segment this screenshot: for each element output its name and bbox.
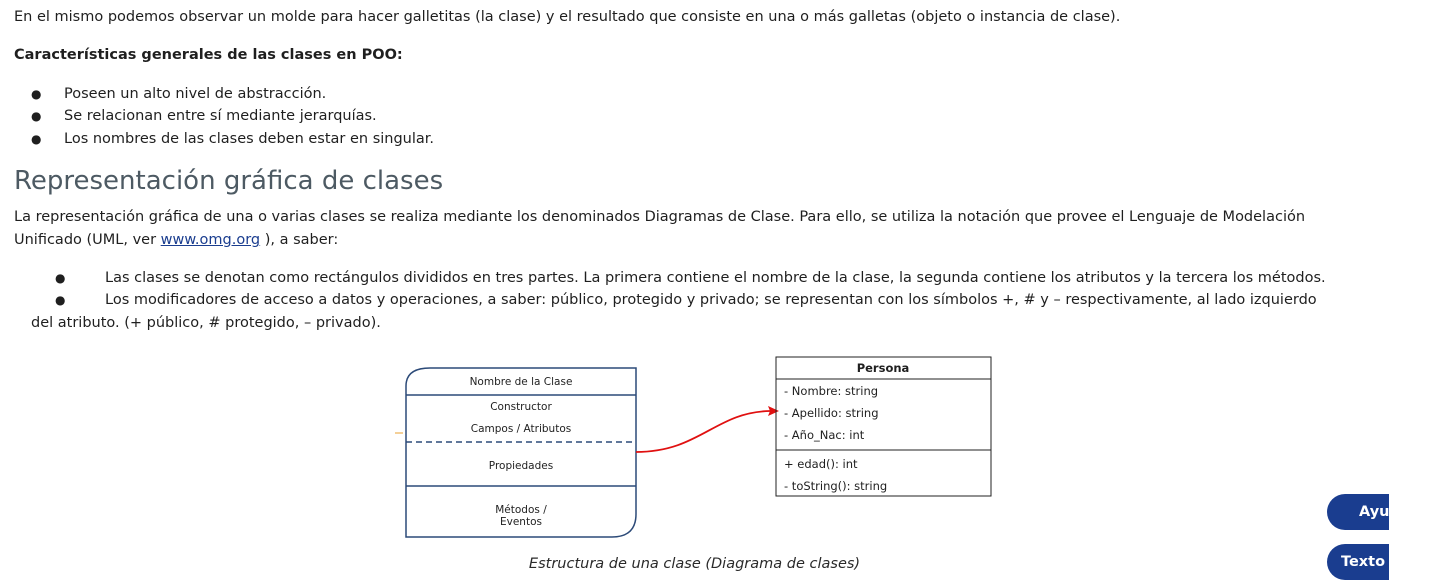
persona-class-box — [776, 357, 991, 496]
list-item: Los nombres de las clases deben estar en singular. — [64, 131, 435, 147]
section-paragraph-line1: La representación gráfica de una o varias clases se realiza mediante los denominados Diagramas de Clase. Para ello, se utiliza la notación que provee el Lenguaje de Modelación — [14, 209, 1306, 225]
generic-methods-line2: Eventos — [500, 516, 542, 528]
list-item: Las clases se denotan como rectángulos divididos en tres partes. La primera contiene el nombre de la clase, la segunda contiene los atributos y la tercera los métodos. — [105, 270, 1326, 286]
section-title: Representación gráfica de clases — [14, 166, 444, 196]
list-item: Poseen un alto nivel de abstracción. — [64, 86, 327, 102]
list-item: Los modificadores de acceso a datos y operaciones, a saber: público, protegido y privado; se representan con los símbolos +, # y – respectivamente, al lado izquierdo — [105, 292, 1317, 308]
text-to-speech-button[interactable]: Texto a voz — [1327, 544, 1389, 580]
list-item: Se relacionan entre sí mediante jerarquías. — [64, 108, 377, 124]
bullet-dot: ● — [31, 109, 42, 123]
help-button[interactable]: Ayuda — [1327, 494, 1389, 530]
persona-method: - toString(): string — [784, 479, 888, 493]
persona-method: + edad(): int — [784, 457, 858, 471]
para-text: Unificado (UML, ver — [14, 232, 161, 248]
generic-methods-line1: Métodos / — [495, 504, 547, 516]
intro-paragraph: En el mismo podemos observar un molde para hacer galletitas (la clase) y el resultado que consiste en una o más galletas (objeto o instancia de clase). — [14, 9, 1121, 25]
persona-attr: - Año_Nac: int — [784, 428, 865, 442]
bullet-dot: ● — [55, 271, 66, 285]
list-item-continuation: del atributo. (+ público, # protegido, – privado). — [31, 315, 381, 331]
persona-attr: - Nombre: string — [784, 384, 879, 398]
characteristics-heading: Características generales de las clases en POO: — [14, 47, 403, 63]
connector-arrow — [636, 411, 770, 452]
generic-fields: Campos / Atributos — [470, 423, 572, 435]
generic-class-name: Nombre de la Clase — [469, 376, 573, 388]
persona-title: Persona — [856, 361, 910, 375]
persona-attr: - Apellido: string — [784, 406, 879, 420]
bullet-dot: ● — [31, 87, 42, 101]
bullet-dot: ● — [55, 293, 66, 307]
omg-link[interactable]: www.omg.org — [160, 232, 261, 248]
figure-caption: Estructura de una clase (Diagrama de clases) — [528, 556, 861, 572]
generic-properties: Propiedades — [488, 460, 554, 472]
para-text: ), a saber: — [260, 232, 339, 248]
generic-constructor: Constructor — [490, 401, 552, 413]
bullet-dot: ● — [31, 132, 42, 146]
